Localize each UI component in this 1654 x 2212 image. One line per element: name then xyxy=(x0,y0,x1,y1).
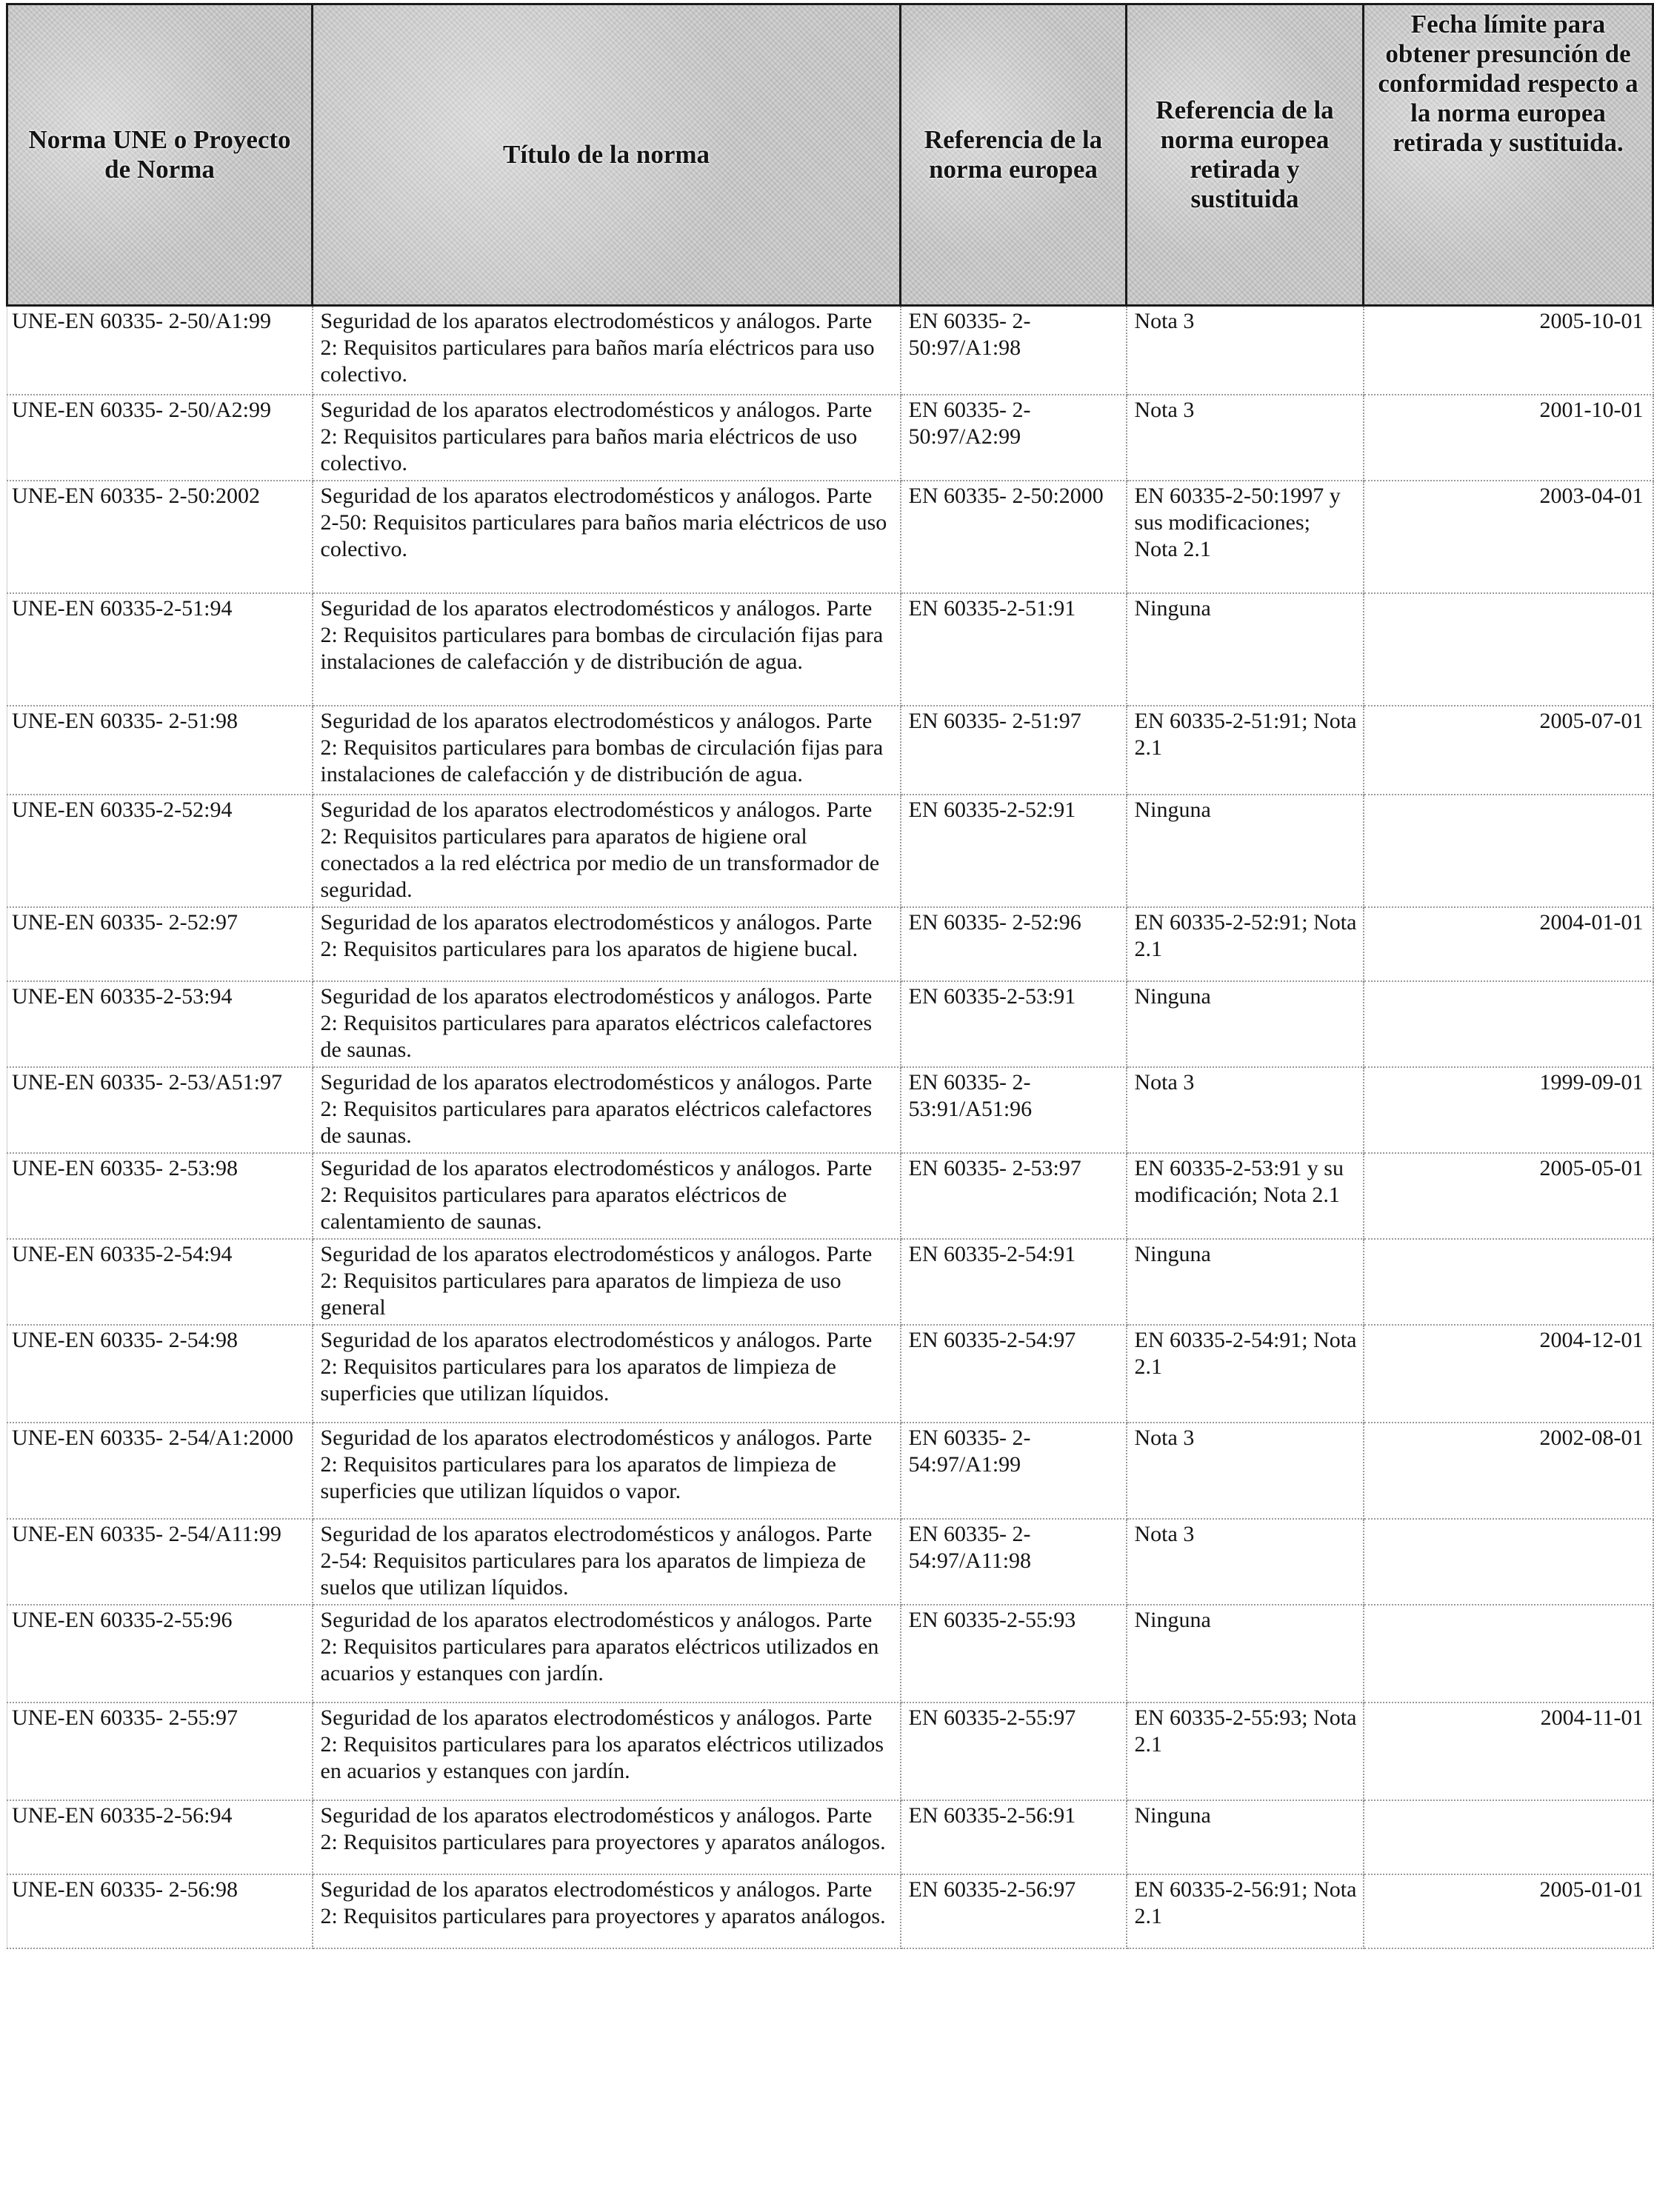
cell-referencia: EN 60335-2-51:91 xyxy=(901,593,1127,706)
table-row xyxy=(7,1423,1653,1519)
cell-fecha xyxy=(1364,593,1653,706)
table-row xyxy=(7,1067,1653,1153)
table-row xyxy=(7,481,1653,593)
cell-norma: UNE-EN 60335- 2-50:2002 xyxy=(7,481,313,593)
table-header xyxy=(7,4,1653,306)
cell-fecha: 1999-09-01 xyxy=(1364,1067,1653,1153)
cell-referencia: EN 60335- 2-53:97 xyxy=(901,1153,1127,1239)
table-body xyxy=(7,306,1653,1948)
cell-referencia: EN 60335- 2-52:96 xyxy=(901,907,1127,981)
cell-fecha: 2005-01-01 xyxy=(1364,1874,1653,1948)
cell-fecha: 2005-10-01 xyxy=(1364,306,1653,395)
cell-titulo: Seguridad de los aparatos electrodomésticos y análogos. Parte 2: Requisitos particulares para aparatos eléctricos utilizados en acuarios y estanques con jardín. xyxy=(313,1605,901,1703)
cell-norma: UNE-EN 60335- 2-50/A2:99 xyxy=(7,395,313,481)
cell-titulo: Seguridad de los aparatos electrodomésticos y análogos. Parte 2: Requisitos particulares para los aparatos de limpieza de superficies que utilizan líquidos o vapor. xyxy=(313,1423,901,1519)
table-row xyxy=(7,395,1653,481)
cell-titulo: Seguridad de los aparatos electrodomésticos y análogos. Parte 2: Requisitos particulares para los aparatos de higiene bucal. xyxy=(313,907,901,981)
cell-fecha: 2004-11-01 xyxy=(1364,1703,1653,1800)
header-titulo: Título de la norma xyxy=(313,4,901,306)
cell-fecha xyxy=(1364,1605,1653,1703)
cell-norma: UNE-EN 60335- 2-53:98 xyxy=(7,1153,313,1239)
table-row xyxy=(7,593,1653,706)
table-row xyxy=(7,907,1653,981)
cell-norma: UNE-EN 60335- 2-55:97 xyxy=(7,1703,313,1800)
cell-referencia: EN 60335-2-52:91 xyxy=(901,795,1127,907)
cell-norma: UNE-EN 60335-2-51:94 xyxy=(7,593,313,706)
cell-titulo: Seguridad de los aparatos electrodomésticos y análogos. Parte 2: Requisitos particulares para aparatos de limpieza de uso general xyxy=(313,1239,901,1325)
cell-fecha: 2001-10-01 xyxy=(1364,395,1653,481)
cell-norma: UNE-EN 60335- 2-56:98 xyxy=(7,1874,313,1948)
cell-titulo: Seguridad de los aparatos electrodomésticos y análogos. Parte 2: Requisitos particulares para aparatos eléctricos calefactores de saunas. xyxy=(313,981,901,1067)
cell-referencia: EN 60335- 2-53:91/A51:96 xyxy=(901,1067,1127,1153)
table-row xyxy=(7,1153,1653,1239)
cell-retirada: Nota 3 xyxy=(1127,306,1364,395)
cell-retirada: EN 60335-2-53:91 y su modificación; Nota 2.1 xyxy=(1127,1153,1364,1239)
cell-norma: UNE-EN 60335- 2-51:98 xyxy=(7,706,313,795)
cell-fecha xyxy=(1364,795,1653,907)
cell-norma: UNE-EN 60335-2-56:94 xyxy=(7,1800,313,1874)
cell-norma: UNE-EN 60335- 2-54/A1:2000 xyxy=(7,1423,313,1519)
cell-fecha: 2004-01-01 xyxy=(1364,907,1653,981)
cell-referencia: EN 60335- 2-51:97 xyxy=(901,706,1127,795)
document-page xyxy=(6,3,1652,1949)
header-row xyxy=(7,4,1653,306)
cell-titulo: Seguridad de los aparatos electrodomésticos y análogos. Parte 2: Requisitos particulares para baños maria eléctricos de uso colectivo. xyxy=(313,395,901,481)
header-retirada: Referencia de la norma europea retirada y sustituida xyxy=(1127,4,1364,306)
cell-referencia: EN 60335-2-53:91 xyxy=(901,981,1127,1067)
cell-titulo: Seguridad de los aparatos electrodomésticos y análogos. Parte 2-54: Requisitos particulares para los aparatos de limpieza de suelos que utilizan líquidos. xyxy=(313,1519,901,1605)
cell-titulo: Seguridad de los aparatos electrodomésticos y análogos. Parte 2: Requisitos particulares para proyectores y aparatos análogos. xyxy=(313,1874,901,1948)
table-row xyxy=(7,1325,1653,1423)
cell-norma: UNE-EN 60335-2-53:94 xyxy=(7,981,313,1067)
cell-retirada: Nota 3 xyxy=(1127,1067,1364,1153)
cell-titulo: Seguridad de los aparatos electrodomésticos y análogos. Parte 2: Requisitos particulares para proyectores y aparatos análogos. xyxy=(313,1800,901,1874)
cell-referencia: EN 60335-2-56:97 xyxy=(901,1874,1127,1948)
table-row xyxy=(7,1703,1653,1800)
cell-titulo: Seguridad de los aparatos electrodomésticos y análogos. Parte 2: Requisitos particulares para bombas de circulación fijas para instalaciones de calefacción y de distribución de agua. xyxy=(313,706,901,795)
cell-retirada: Nota 3 xyxy=(1127,395,1364,481)
cell-retirada: EN 60335-2-52:91; Nota 2.1 xyxy=(1127,907,1364,981)
cell-norma: UNE-EN 60335-2-55:96 xyxy=(7,1605,313,1703)
cell-fecha: 2005-05-01 xyxy=(1364,1153,1653,1239)
header-norma: Norma UNE o Proyecto de Norma xyxy=(7,4,313,306)
cell-norma: UNE-EN 60335- 2-54/A11:99 xyxy=(7,1519,313,1605)
table-row xyxy=(7,706,1653,795)
header-referencia: Referencia de la norma europea xyxy=(901,4,1127,306)
cell-retirada: Nota 3 xyxy=(1127,1519,1364,1605)
cell-fecha: 2005-07-01 xyxy=(1364,706,1653,795)
cell-retirada: EN 60335-2-50:1997 y sus modificaciones; Nota 2.1 xyxy=(1127,481,1364,593)
cell-referencia: EN 60335-2-56:91 xyxy=(901,1800,1127,1874)
cell-titulo: Seguridad de los aparatos electrodomésticos y análogos. Parte 2: Requisitos particulares para bombas de circulación fijas para instalaciones de calefacción y de distribución de agua. xyxy=(313,593,901,706)
cell-titulo: Seguridad de los aparatos electrodomésticos y análogos. Parte 2: Requisitos particulares para los aparatos de limpieza de superficies que utilizan líquidos. xyxy=(313,1325,901,1423)
cell-titulo: Seguridad de los aparatos electrodomésticos y análogos. Parte 2: Requisitos particulares para aparatos eléctricos calefactores de saunas. xyxy=(313,1067,901,1153)
cell-referencia: EN 60335- 2-54:97/A1:99 xyxy=(901,1423,1127,1519)
cell-norma: UNE-EN 60335- 2-54:98 xyxy=(7,1325,313,1423)
table-row xyxy=(7,1239,1653,1325)
cell-referencia: EN 60335-2-54:91 xyxy=(901,1239,1127,1325)
cell-retirada: EN 60335-2-51:91; Nota 2.1 xyxy=(1127,706,1364,795)
standards-table xyxy=(6,3,1654,1949)
cell-titulo: Seguridad de los aparatos electrodomésticos y análogos. Parte 2: Requisitos particulares para aparatos de higiene oral conectados a la red eléctrica por medio de un transformador de seguridad. xyxy=(313,795,901,907)
cell-retirada: EN 60335-2-56:91; Nota 2.1 xyxy=(1127,1874,1364,1948)
cell-retirada: Ninguna xyxy=(1127,1605,1364,1703)
cell-fecha: 2003-04-01 xyxy=(1364,481,1653,593)
cell-fecha: 2004-12-01 xyxy=(1364,1325,1653,1423)
cell-titulo: Seguridad de los aparatos electrodomésticos y análogos. Parte 2: Requisitos particulares para baños maría eléctricos para uso colectivo. xyxy=(313,306,901,395)
cell-titulo: Seguridad de los aparatos electrodomésticos y análogos. Parte 2: Requisitos particulares para aparatos eléctricos de calentamiento de saunas. xyxy=(313,1153,901,1239)
cell-referencia: EN 60335- 2-50:2000 xyxy=(901,481,1127,593)
table-row xyxy=(7,1605,1653,1703)
cell-retirada: Nota 3 xyxy=(1127,1423,1364,1519)
cell-fecha xyxy=(1364,1519,1653,1605)
cell-norma: UNE-EN 60335- 2-53/A51:97 xyxy=(7,1067,313,1153)
cell-retirada: Ninguna xyxy=(1127,1239,1364,1325)
cell-retirada: EN 60335-2-55:93; Nota 2.1 xyxy=(1127,1703,1364,1800)
cell-fecha xyxy=(1364,1239,1653,1325)
table-row xyxy=(7,1800,1653,1874)
cell-retirada: Ninguna xyxy=(1127,593,1364,706)
cell-referencia: EN 60335- 2-54:97/A11:98 xyxy=(901,1519,1127,1605)
cell-fecha xyxy=(1364,981,1653,1067)
cell-referencia: EN 60335- 2-50:97/A2:99 xyxy=(901,395,1127,481)
cell-norma: UNE-EN 60335- 2-50/A1:99 xyxy=(7,306,313,395)
table-row xyxy=(7,795,1653,907)
table-row xyxy=(7,1874,1653,1948)
cell-referencia: EN 60335-2-55:97 xyxy=(901,1703,1127,1800)
header-fecha: Fecha límite para obtener presunción de conformidad respecto a la norma europea retirada y sustituida. xyxy=(1364,4,1653,306)
cell-retirada: EN 60335-2-54:91; Nota 2.1 xyxy=(1127,1325,1364,1423)
cell-norma: UNE-EN 60335-2-52:94 xyxy=(7,795,313,907)
cell-retirada: Ninguna xyxy=(1127,981,1364,1067)
cell-referencia: EN 60335- 2-50:97/A1:98 xyxy=(901,306,1127,395)
table-row xyxy=(7,306,1653,395)
cell-retirada: Ninguna xyxy=(1127,795,1364,907)
table-row xyxy=(7,1519,1653,1605)
cell-norma: UNE-EN 60335- 2-52:97 xyxy=(7,907,313,981)
cell-titulo: Seguridad de los aparatos electrodomésticos y análogos. Parte 2-50: Requisitos particulares para baños maria eléctricos de uso colectivo. xyxy=(313,481,901,593)
cell-titulo: Seguridad de los aparatos electrodomésticos y análogos. Parte 2: Requisitos particulares para los aparatos eléctricos utilizados en acuarios y estanques con jardín. xyxy=(313,1703,901,1800)
cell-referencia: EN 60335-2-55:93 xyxy=(901,1605,1127,1703)
cell-norma: UNE-EN 60335-2-54:94 xyxy=(7,1239,313,1325)
cell-referencia: EN 60335-2-54:97 xyxy=(901,1325,1127,1423)
cell-fecha xyxy=(1364,1800,1653,1874)
cell-retirada: Ninguna xyxy=(1127,1800,1364,1874)
table-row xyxy=(7,981,1653,1067)
cell-fecha: 2002-08-01 xyxy=(1364,1423,1653,1519)
